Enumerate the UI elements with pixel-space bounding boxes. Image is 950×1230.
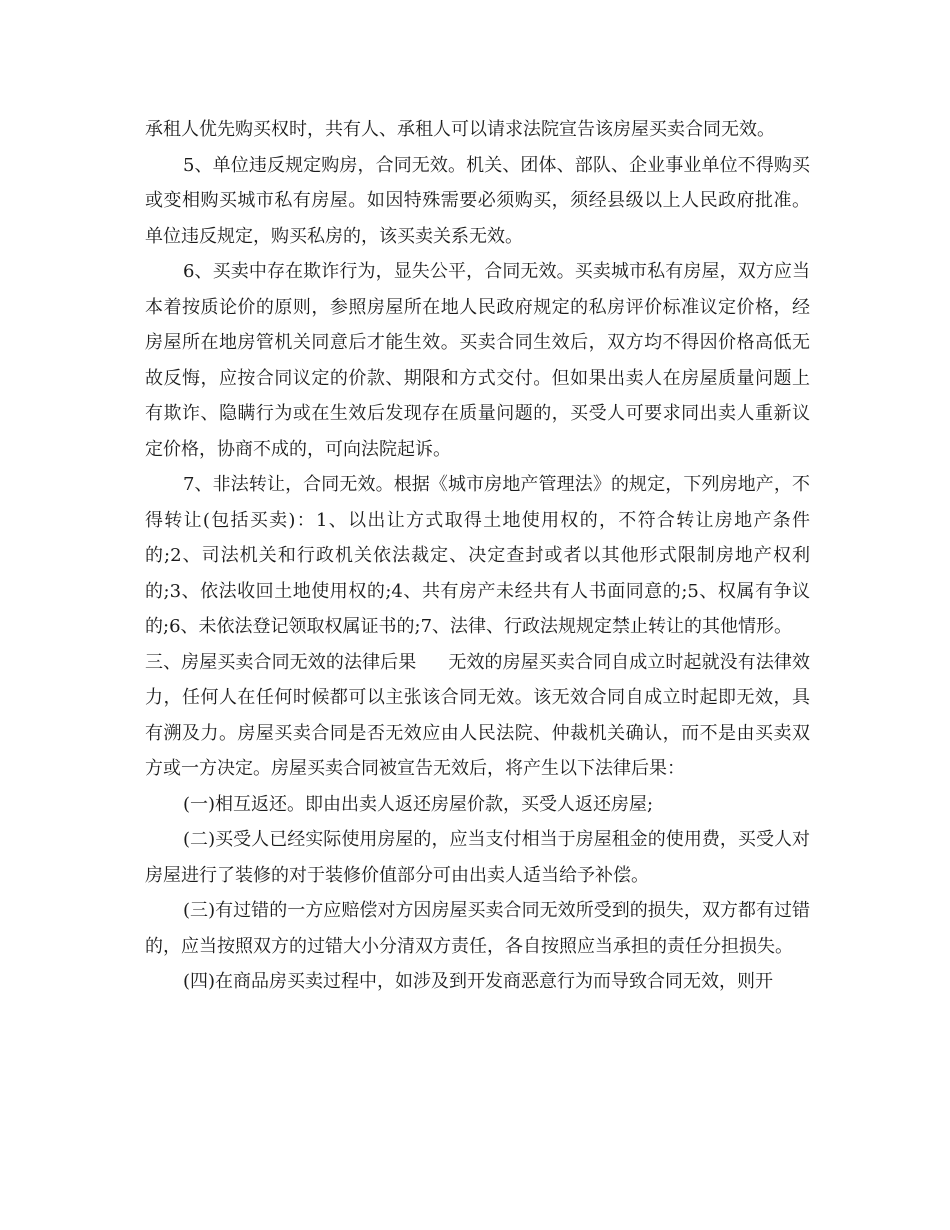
paragraph-item-5: 5、单位违反规定购房，合同无效。机关、团体、部队、企业事业单位不得购买或变相购买城市私有房屋。如因特殊需要必须购买，须经县级以上人民政府批准。单位违反规定，购买私房的，该买卖关系无效。 [145,154,810,247]
paragraph-continuation: 承租人优先购买权时，共有人、承租人可以请求法院宣告该房屋买卖合同无效。 [145,119,775,140]
paragraph-item-6: 6、买卖中存在欺诈行为，显失公平，合同无效。买卖城市私有房屋，双方应当本着按质论价的原则，参照房屋所在地人民政府规定的私房评价标准议定价格，经房屋所在地房管机关同意后才能生效。买卖合同生效后，双方均不得因价格高低无故反悔，应按合同议定的价款、期限和方式交付。但如果出卖人在房屋质量问题上有欺诈、隐瞒行为或在生效后发现存在质量问题的，买受人可要求同出卖人重新议定价格，协商不成的，可向法院起诉。 [145,261,810,460]
paragraph-section-three [145,645,810,787]
document-body [145,112,810,1000]
paragraph-consequence-3: (三)有过错的一方应赔偿对方因房屋买卖合同无效所受到的损失，双方都有过错的，应当按照双方的过错大小分清双方责任，各自按照应当承担的责任分担损失。 [145,900,810,957]
paragraph-consequence-1: (一)相互返还。即由出卖人返还房屋价款，买受人返还房屋; [183,793,654,815]
paragraph-consequence-4: (四)在商品房买卖过程中，如涉及到开发商恶意行为而导致合同无效，则开 [183,971,774,992]
section-three-text: 无效的房屋买卖合同自成立时起就没有法律效力，任何人在任何时候都可以主张该合同无效。该无效合同自成立时起即无效，具有溯及力。房屋买卖合同是否无效应由人民法院、仲裁机关确认，而不是由买卖双方或一方决定。房屋买卖合同被宣告无效后，将产生以下法律后果： [145,651,811,779]
paragraph-item-7: 7、非法转让，合同无效。根据《城市房地产管理法》的规定，下列房地产，不得转让(包括买卖)：1、以出让方式取得土地使用权的，不符合转让房地产条件的;2、司法机关和行政机关依法裁定、决定查封或者以其他形式限制房地产权利的;3、依法收回土地使用权的;4、共有房产未经共有人书面同意的;5、权属有争议的;6、未依法登记领取权属证书的;7、法律、行政法规规定禁止转让的其他情形。 [145,474,810,637]
paragraph-consequence-2: (二)买受人已经实际使用房屋的，应当支付相当于房屋租金的使用费，买受人对房屋进行了装修的对于装修价值部分可由出卖人适当给予补偿。 [145,829,810,886]
section-heading: 三、房屋买卖合同无效的法律后果 [145,651,417,673]
